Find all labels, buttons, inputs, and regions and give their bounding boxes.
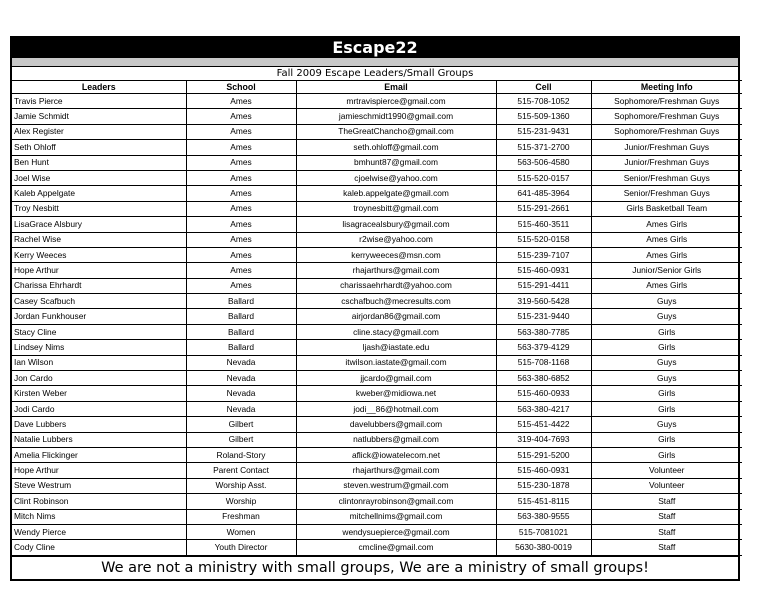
email-cell: wendysuepierce@gmail.com (296, 524, 496, 539)
spreadsheet (10, 36, 740, 581)
school-cell: Nevada (186, 371, 296, 386)
email-cell: troynesbitt@gmail.com (296, 201, 496, 216)
email-cell: itwilson.iastate@gmail.com (296, 355, 496, 370)
meeting-info-cell: Guys (591, 371, 742, 386)
leaders-table (12, 80, 742, 556)
table-row (12, 478, 742, 493)
leader-name-cell: Dave Lubbers (12, 417, 186, 432)
table-row (12, 140, 742, 155)
cell-phone-cell: 515-708-1052 (496, 94, 591, 109)
school-cell: Ames (186, 170, 296, 185)
cell-phone-cell: 515-708-1168 (496, 355, 591, 370)
email-cell: mitchellnims@gmail.com (296, 509, 496, 524)
col-header-leaders: Leaders (12, 81, 186, 94)
cell-phone-cell: 515-451-4422 (496, 417, 591, 432)
table-row (12, 371, 742, 386)
col-header-school: School (186, 81, 296, 94)
email-cell: jjcardo@gmail.com (296, 371, 496, 386)
email-cell: aflick@iowatelecom.net (296, 447, 496, 462)
col-header-meeting-info: Meeting Info (591, 81, 742, 94)
school-cell: Roland-Story (186, 447, 296, 462)
meeting-info-cell: Guys (591, 417, 742, 432)
table-row (12, 217, 742, 232)
table-row (12, 417, 742, 432)
cell-phone-cell: 319-560-5428 (496, 294, 591, 309)
meeting-info-cell: Senior/Freshman Guys (591, 186, 742, 201)
school-cell: Nevada (186, 386, 296, 401)
meeting-info-cell: Volunteer (591, 463, 742, 478)
email-cell: seth.ohloff@gmail.com (296, 140, 496, 155)
leader-name-cell: Jon Cardo (12, 371, 186, 386)
table-row (12, 340, 742, 355)
school-cell: Ames (186, 94, 296, 109)
table-row (12, 294, 742, 309)
meeting-info-cell: Staff (591, 524, 742, 539)
email-cell: charissaehrhardt@yahoo.com (296, 278, 496, 293)
school-cell: Women (186, 524, 296, 539)
meeting-info-cell: Girls (591, 401, 742, 416)
email-cell: cjoelwise@yahoo.com (296, 170, 496, 185)
meeting-info-cell: Volunteer (591, 478, 742, 493)
cell-phone-cell: 515-451-8115 (496, 494, 591, 509)
table-row (12, 540, 742, 555)
school-cell: Youth Director (186, 540, 296, 555)
table-row (12, 386, 742, 401)
meeting-info-cell: Girls Basketball Team (591, 201, 742, 216)
cell-phone-cell: 319-404-7693 (496, 432, 591, 447)
school-cell: Nevada (186, 355, 296, 370)
school-cell: Ballard (186, 324, 296, 339)
cell-phone-cell: 563-380-6852 (496, 371, 591, 386)
table-row (12, 155, 742, 170)
email-cell: davelubbers@gmail.com (296, 417, 496, 432)
cell-phone-cell: 515-460-0931 (496, 263, 591, 278)
sheet-title: Escape22 (12, 38, 738, 58)
leader-name-cell: Charissa Ehrhardt (12, 278, 186, 293)
cell-phone-cell: 515-231-9431 (496, 124, 591, 139)
meeting-info-cell: Girls (591, 340, 742, 355)
email-cell: cmcline@gmail.com (296, 540, 496, 555)
leader-name-cell: Troy Nesbitt (12, 201, 186, 216)
sheet-subtitle: Fall 2009 Escape Leaders/Small Groups (276, 68, 474, 79)
school-cell: Ames (186, 109, 296, 124)
table-row (12, 170, 742, 185)
meeting-info-cell: Guys (591, 294, 742, 309)
leader-name-cell: Amelia Flickinger (12, 447, 186, 462)
meeting-info-cell: Guys (591, 309, 742, 324)
header-row (12, 81, 742, 94)
leader-name-cell: Jamie Schmidt (12, 109, 186, 124)
email-cell: ljash@iastate.edu (296, 340, 496, 355)
leader-name-cell: Travis Pierce (12, 94, 186, 109)
leader-name-cell: Wendy Pierce (12, 524, 186, 539)
table-row (12, 524, 742, 539)
leader-name-cell: Clint Robinson (12, 494, 186, 509)
leader-name-cell: Cody Cline (12, 540, 186, 555)
cell-phone-cell: 515-371-2700 (496, 140, 591, 155)
leader-name-cell: Casey Scafbuch (12, 294, 186, 309)
cell-phone-cell: 515-460-3511 (496, 217, 591, 232)
email-cell: rhajarthurs@gmail.com (296, 463, 496, 478)
meeting-info-cell: Sophomore/Freshman Guys (591, 94, 742, 109)
school-cell: Nevada (186, 401, 296, 416)
email-cell: airjordan86@gmail.com (296, 309, 496, 324)
email-cell: cschafbuch@mecresults.com (296, 294, 496, 309)
email-cell: lisagracealsbury@gmail.com (296, 217, 496, 232)
school-cell: Parent Contact (186, 463, 296, 478)
leader-name-cell: Ben Hunt (12, 155, 186, 170)
table-row (12, 324, 742, 339)
leader-name-cell: Seth Ohloff (12, 140, 186, 155)
cell-phone-cell: 641-485-3964 (496, 186, 591, 201)
email-cell: bmhunt87@gmail.com (296, 155, 496, 170)
cell-phone-cell: 563-380-7785 (496, 324, 591, 339)
cell-phone-cell: 515-291-5200 (496, 447, 591, 462)
meeting-info-cell: Ames Girls (591, 232, 742, 247)
meeting-info-cell: Sophomore/Freshman Guys (591, 109, 742, 124)
table-row (12, 355, 742, 370)
email-cell: steven.westrum@gmail.com (296, 478, 496, 493)
table-row (12, 509, 742, 524)
table-row (12, 94, 742, 109)
school-cell: Ames (186, 263, 296, 278)
cell-phone-cell: 515-460-0933 (496, 386, 591, 401)
leader-name-cell: Jordan Funkhouser (12, 309, 186, 324)
school-cell: Ames (186, 155, 296, 170)
leader-name-cell: Jodi Cardo (12, 401, 186, 416)
cell-phone-cell: 515-520-0157 (496, 170, 591, 185)
school-cell: Ames (186, 278, 296, 293)
school-cell: Ames (186, 140, 296, 155)
meeting-info-cell: Junior/Freshman Guys (591, 140, 742, 155)
leader-name-cell: Mitch Nims (12, 509, 186, 524)
leader-name-cell: Lindsey Nims (12, 340, 186, 355)
table-row (12, 109, 742, 124)
leader-name-cell: Joel Wise (12, 170, 186, 185)
email-cell: kaleb.appelgate@gmail.com (296, 186, 496, 201)
school-cell: Ames (186, 201, 296, 216)
table-row (12, 124, 742, 139)
cell-phone-cell: 563-506-4580 (496, 155, 591, 170)
school-cell: Ames (186, 247, 296, 262)
leader-name-cell: LisaGrace Alsbury (12, 217, 186, 232)
email-cell: jamieschmidt1990@gmail.com (296, 109, 496, 124)
gray-band (12, 58, 738, 67)
cell-phone-cell: 563-380-9555 (496, 509, 591, 524)
school-cell: Freshman (186, 509, 296, 524)
email-cell: cline.stacy@gmail.com (296, 324, 496, 339)
meeting-info-cell: Girls (591, 447, 742, 462)
school-cell: Ames (186, 186, 296, 201)
school-cell: Ballard (186, 294, 296, 309)
leader-name-cell: Alex Register (12, 124, 186, 139)
cell-phone-cell: 563-379-4129 (496, 340, 591, 355)
school-cell: Ames (186, 232, 296, 247)
meeting-info-cell: Ames Girls (591, 217, 742, 232)
table-row (12, 463, 742, 478)
leader-name-cell: Natalie Lubbers (12, 432, 186, 447)
cell-phone-cell: 515-239-7107 (496, 247, 591, 262)
meeting-info-cell: Staff (591, 494, 742, 509)
cell-phone-cell: 515-520-0158 (496, 232, 591, 247)
school-cell: Worship Asst. (186, 478, 296, 493)
meeting-info-cell: Junior/Senior Girls (591, 263, 742, 278)
school-cell: Gilbert (186, 417, 296, 432)
cell-phone-cell: 515-291-4411 (496, 278, 591, 293)
cell-phone-cell: 515-291-2661 (496, 201, 591, 216)
col-header-cell: Cell (496, 81, 591, 94)
meeting-info-cell: Guys (591, 355, 742, 370)
meeting-info-cell: Sophomore/Freshman Guys (591, 124, 742, 139)
table-row (12, 201, 742, 216)
table-row (12, 494, 742, 509)
leader-name-cell: Kirsten Weber (12, 386, 186, 401)
leader-name-cell: Stacy Cline (12, 324, 186, 339)
cell-phone-cell: 515-509-1360 (496, 109, 591, 124)
leader-name-cell: Rachel Wise (12, 232, 186, 247)
table-row (12, 432, 742, 447)
table-row (12, 447, 742, 462)
email-cell: TheGreatChancho@gmail.com (296, 124, 496, 139)
meeting-info-cell: Ames Girls (591, 278, 742, 293)
email-cell: mrtravispierce@gmail.com (296, 94, 496, 109)
email-cell: rhajarthurs@gmail.com (296, 263, 496, 278)
email-cell: natlubbers@gmail.com (296, 432, 496, 447)
email-cell: kerryweeces@msn.com (296, 247, 496, 262)
leader-name-cell: Steve Westrum (12, 478, 186, 493)
table-row (12, 309, 742, 324)
meeting-info-cell: Ames Girls (591, 247, 742, 262)
email-cell: r2wise@yahoo.com (296, 232, 496, 247)
email-cell: kweber@midiowa.net (296, 386, 496, 401)
table-row (12, 401, 742, 416)
meeting-info-cell: Girls (591, 386, 742, 401)
leader-name-cell: Kerry Weeces (12, 247, 186, 262)
meeting-info-cell: Staff (591, 540, 742, 555)
leader-name-cell: Ian Wilson (12, 355, 186, 370)
table-row (12, 247, 742, 262)
cell-phone-cell: 515-7081021 (496, 524, 591, 539)
cell-phone-cell: 515-460-0931 (496, 463, 591, 478)
table-row (12, 278, 742, 293)
school-cell: Gilbert (186, 432, 296, 447)
table-row (12, 263, 742, 278)
leader-name-cell: Hope Arthur (12, 463, 186, 478)
leader-name-cell: Hope Arthur (12, 263, 186, 278)
school-cell: Ballard (186, 340, 296, 355)
cell-phone-cell: 5630-380-0019 (496, 540, 591, 555)
meeting-info-cell: Staff (591, 509, 742, 524)
footer-slogan: We are not a ministry with small groups, We are a ministry of small groups! (12, 556, 738, 579)
school-cell: Ames (186, 124, 296, 139)
leader-name-cell: Kaleb Appelgate (12, 186, 186, 201)
col-header-email: Email (296, 81, 496, 94)
cell-phone-cell: 515-231-9440 (496, 309, 591, 324)
meeting-info-cell: Girls (591, 432, 742, 447)
cell-phone-cell: 563-380-4217 (496, 401, 591, 416)
school-cell: Worship (186, 494, 296, 509)
meeting-info-cell: Senior/Freshman Guys (591, 170, 742, 185)
table-row (12, 232, 742, 247)
cell-phone-cell: 515-230-1878 (496, 478, 591, 493)
meeting-info-cell: Junior/Freshman Guys (591, 155, 742, 170)
school-cell: Ames (186, 217, 296, 232)
email-cell: clintonrayrobinson@gmail.com (296, 494, 496, 509)
school-cell: Ballard (186, 309, 296, 324)
email-cell: jodi__86@hotmail.com (296, 401, 496, 416)
meeting-info-cell: Girls (591, 324, 742, 339)
table-row (12, 186, 742, 201)
